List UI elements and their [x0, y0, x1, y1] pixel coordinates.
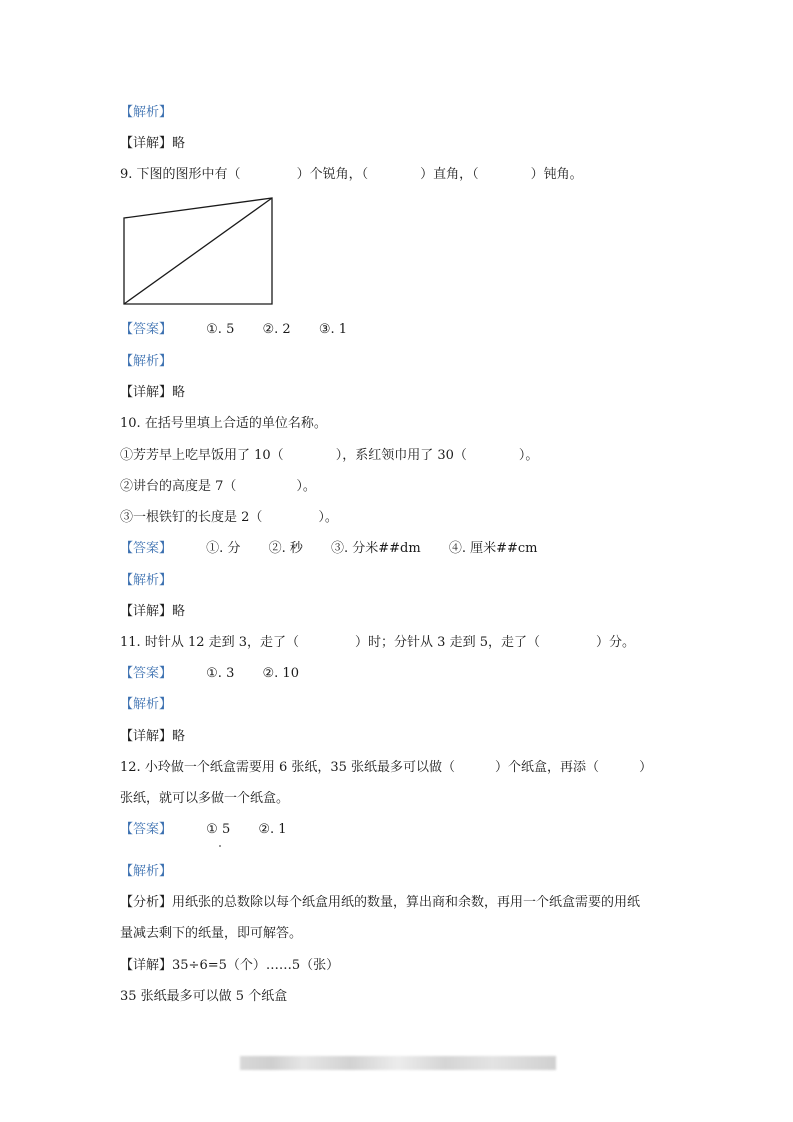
answer-item: ①. 分 [206, 541, 241, 556]
jiexi-label: 【解析】 [120, 697, 173, 712]
q11-answer [120, 665, 323, 683]
q12-question-line2: 张纸，就可以多做一个纸盒。 [120, 791, 290, 806]
q12-fenxi-line2 [120, 925, 302, 943]
q9-xiangjie [120, 384, 185, 402]
q10-sub-2: ②讲台的高度是 7（ ）。 [120, 479, 316, 494]
q8-xiangjie [120, 135, 185, 153]
answer-item: ① 5 [206, 822, 231, 837]
diagonal-line [124, 198, 272, 304]
answer-item: ③. 分米##dm [330, 541, 421, 556]
q12-answer [120, 821, 311, 839]
fenxi-text: 用纸张的总数除以每个纸盒用纸的数量，算出商和余数，再用一个纸盒需要的用纸 [172, 895, 641, 910]
q11-question: 11. 时针从 12 走到 3，走了（ ）时；分针从 3 走到 5，走了（ ）分。 [120, 635, 636, 650]
xiangjie-text: 略 [172, 385, 186, 400]
answer-item: ②. 2 [262, 322, 291, 337]
xiangjie-text: 略 [172, 604, 186, 619]
q12-xiangjie [120, 957, 339, 975]
question-number: 12. [120, 760, 141, 775]
q10-question: 10. 在括号里填上合适的单位名称。 [120, 416, 327, 431]
answer-label: 【答案】 [120, 541, 173, 556]
xiangjie-text: 35÷6=5（个）……5（张） [172, 958, 340, 973]
xiangjie-text: 略 [172, 136, 186, 151]
answer-item: ②. 1 [258, 822, 287, 837]
q10-answer [120, 540, 561, 558]
q11-jiexi [120, 696, 172, 714]
jiexi-label: 【解析】 [120, 105, 173, 120]
answer-label: 【答案】 [120, 322, 173, 337]
q8-jiexi [120, 104, 172, 122]
q12-question: 12. 小玲做一个纸盒需要用 6 张纸，35 张纸最多可以做（ ）个纸盒，再添（ ） [120, 760, 653, 775]
q10-jiexi [120, 572, 172, 590]
xiangjie-label: 【详解】 [120, 604, 173, 619]
fenxi-text: 量减去剩下的纸量，即可解答。 [120, 926, 303, 941]
q12-conclusion: 35 张纸最多可以做 5 个纸盒 [120, 989, 288, 1004]
question-number: 11. [120, 635, 141, 650]
xiangjie-label: 【详解】 [120, 958, 173, 973]
q9-jiexi [120, 353, 172, 371]
jiexi-label: 【解析】 [120, 864, 173, 879]
answer-label: 【答案】 [120, 822, 173, 837]
q11-xiangjie [120, 728, 185, 746]
q10-sub-3: ③一根铁钉的长度是 2（ ）。 [120, 510, 338, 525]
answer-item: ①. 3 [206, 666, 235, 681]
geometry-figure [120, 195, 276, 307]
jiexi-label: 【解析】 [120, 573, 173, 588]
xiangjie-label: 【详解】 [120, 385, 173, 400]
q12-jiexi [120, 863, 172, 881]
q9-question: 9. 下图的图形中有（ ）个锐角，（ ）直角，（ ）钝角。 [120, 167, 583, 182]
jiexi-label: 【解析】 [120, 354, 173, 369]
answer-item: ③. 1 [318, 322, 348, 337]
answer-item: ①. 5 [206, 322, 235, 337]
q12-fenxi [120, 894, 640, 912]
answer-label: 【答案】 [120, 666, 173, 681]
q10-sub-1: ①芳芳早上吃早饭用了 10（ ），系红领巾用了 30（ ）。 [120, 448, 539, 463]
q10-xiangjie [120, 603, 185, 621]
q9-answer [120, 321, 371, 339]
xiangjie-text: 略 [172, 729, 186, 744]
fenxi-label: 【分析】 [120, 895, 173, 910]
answer-item: ②. 10 [262, 666, 299, 681]
xiangjie-label: 【详解】 [120, 729, 173, 744]
answer-item: ②. 秒 [268, 541, 303, 556]
blurred-footer [240, 1056, 556, 1070]
question-number: 9. [120, 167, 133, 182]
xiangjie-label: 【详解】 [120, 136, 173, 151]
question-number: 10. [120, 416, 141, 431]
stray-mark [219, 845, 221, 847]
answer-item: ④. 厘米##cm [448, 541, 538, 556]
